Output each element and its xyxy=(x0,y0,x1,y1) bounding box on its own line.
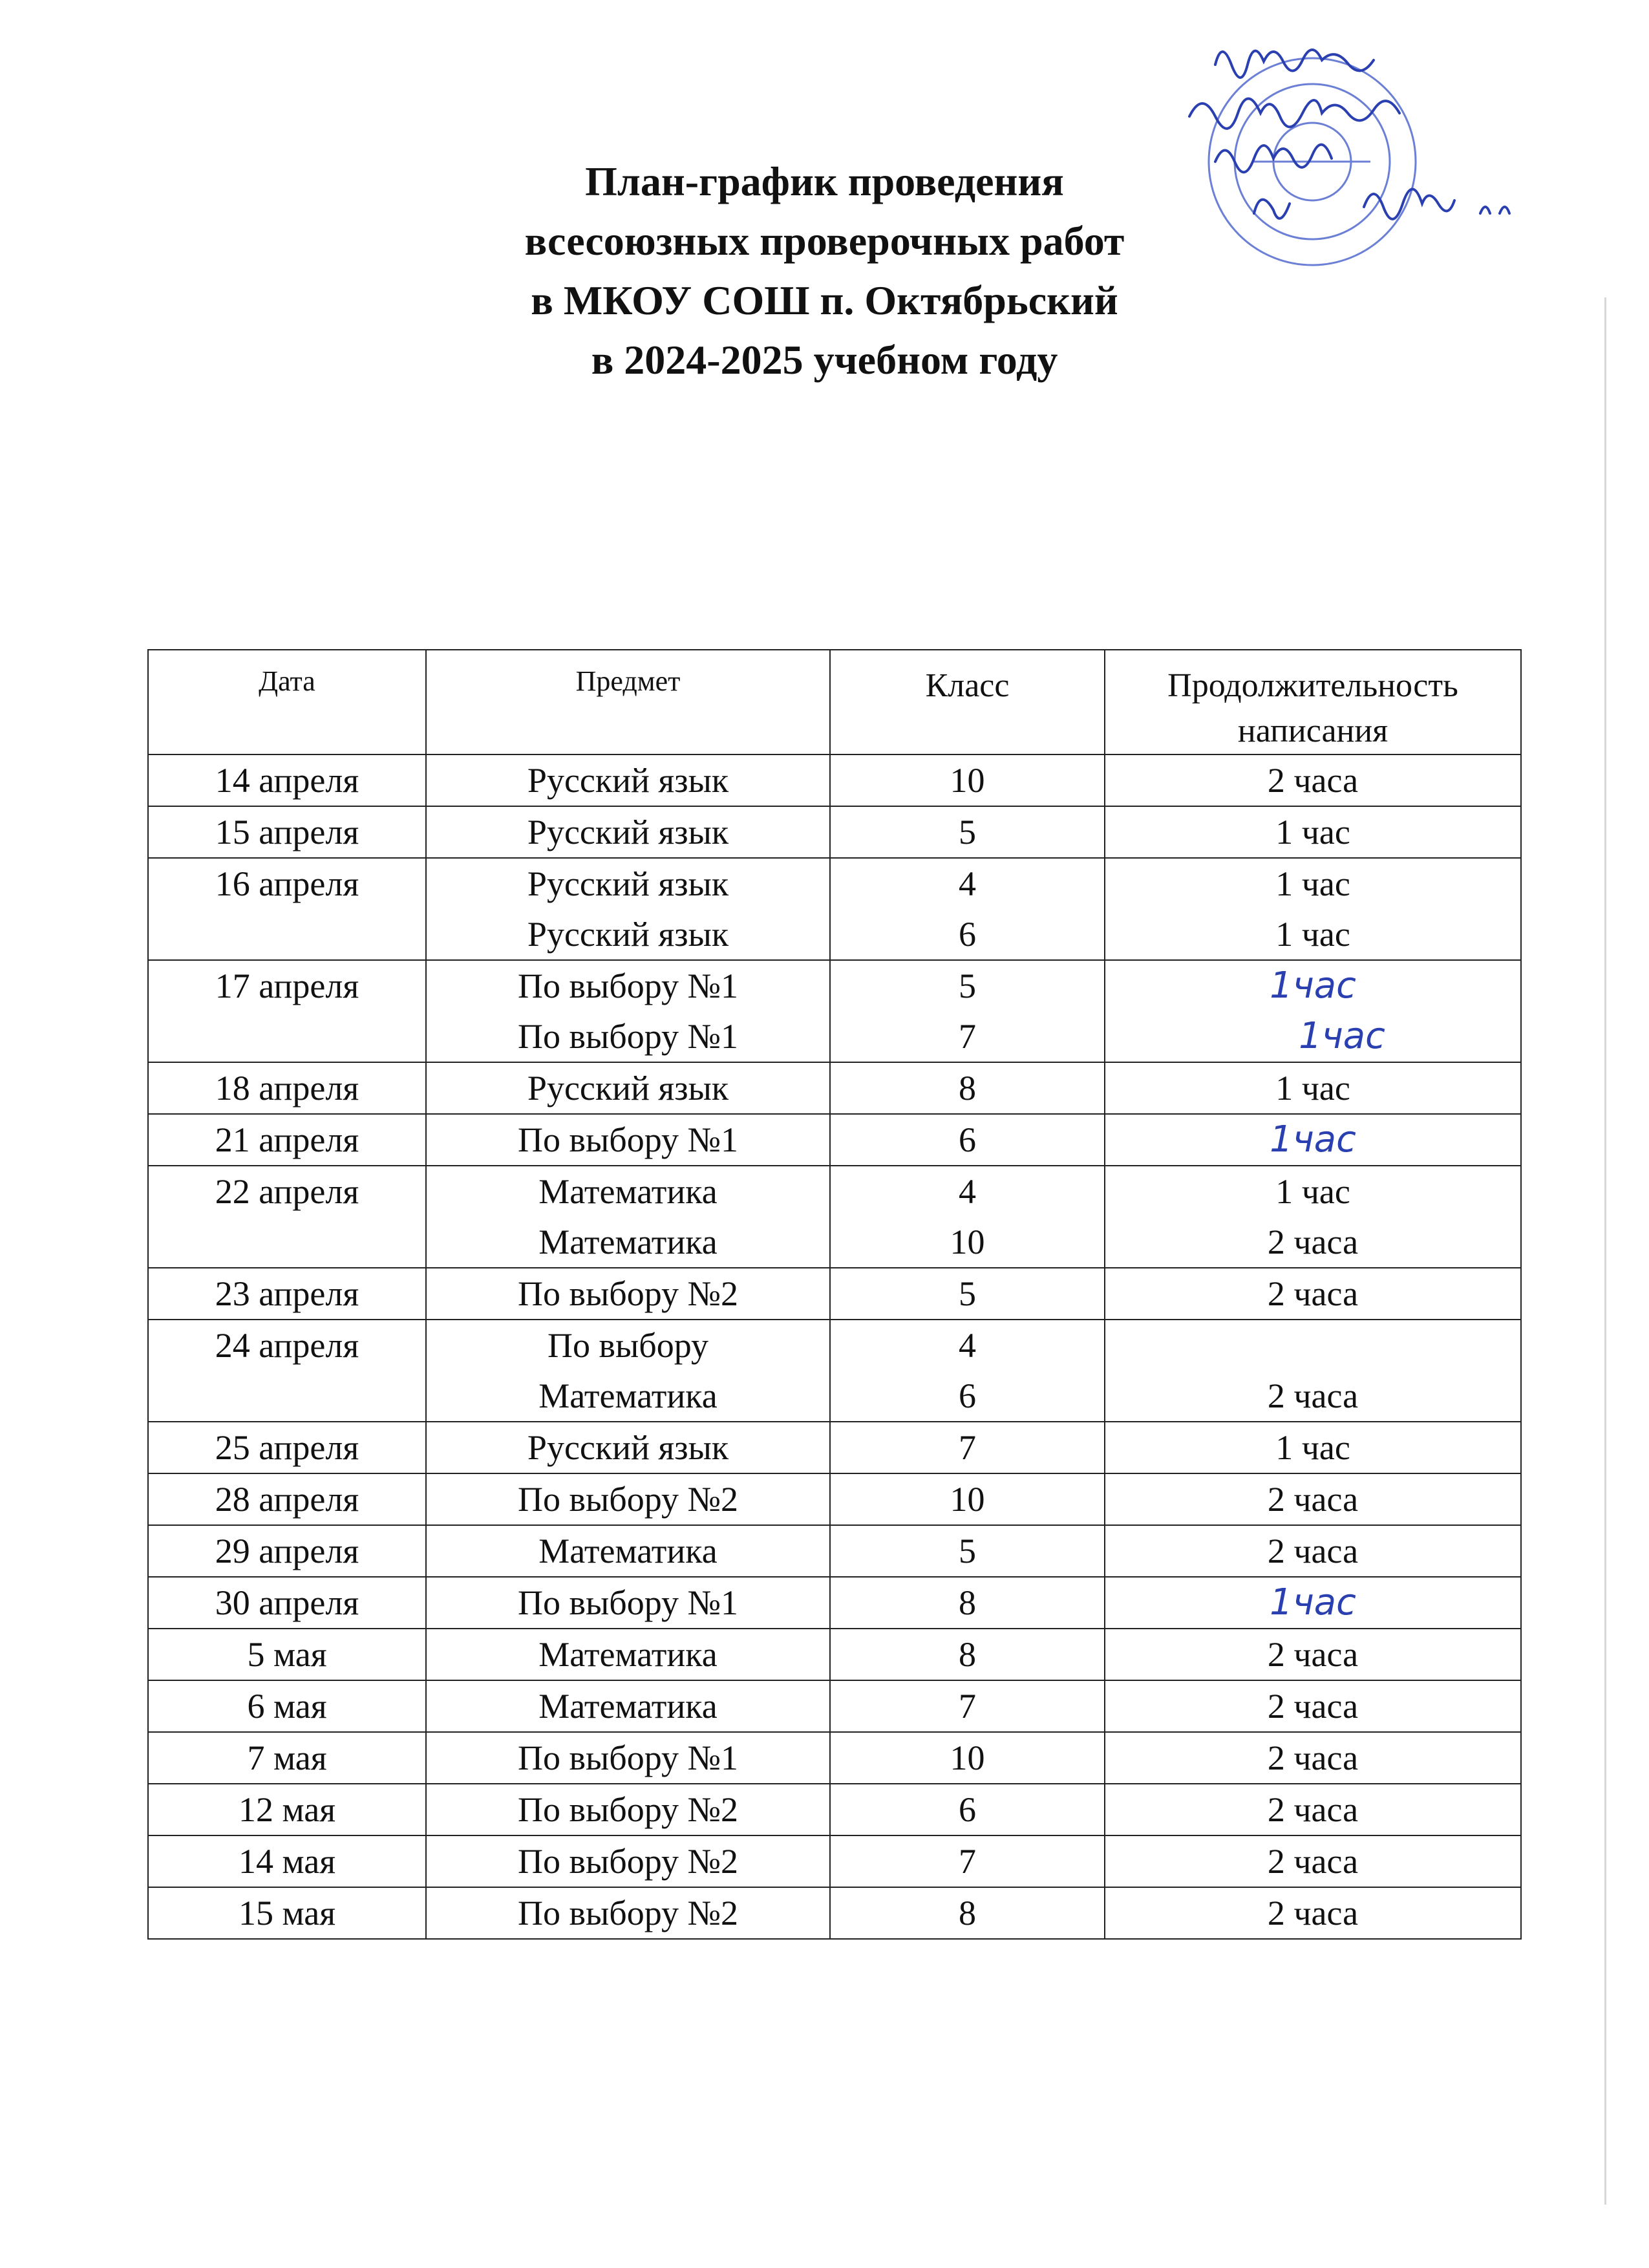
date-text: 7 мая xyxy=(247,1738,327,1777)
subject-text: Русский язык xyxy=(527,864,729,903)
cell-subject xyxy=(426,1114,830,1166)
cell-date xyxy=(148,1525,426,1577)
table-row xyxy=(148,1166,1521,1268)
duration-text: 1 час xyxy=(1275,1172,1350,1211)
cell-date xyxy=(148,1114,426,1166)
cell-subject xyxy=(426,1577,830,1629)
cell-duration xyxy=(1105,1320,1521,1422)
cell-subject xyxy=(426,1784,830,1835)
cell-subject xyxy=(426,1422,830,1473)
title-line-2: всесоюзных проверочных работ xyxy=(524,218,1125,264)
duration-text: 1час xyxy=(1299,1015,1385,1057)
title-line-3: в МКОУ СОШ п. Октябрьский xyxy=(531,277,1118,323)
duration-text: 2 часа xyxy=(1267,1790,1359,1829)
cell-grade xyxy=(830,1835,1105,1887)
cell-subject xyxy=(426,754,830,806)
subject-text: По выбору №2 xyxy=(517,1842,739,1881)
page-edge-shadow xyxy=(1604,297,1606,2205)
cell-duration xyxy=(1105,1525,1521,1577)
grade-text: 6 xyxy=(959,1120,976,1159)
subject-text: Математика xyxy=(538,1532,718,1570)
cell-duration xyxy=(1105,1629,1521,1680)
grade-text: 4 xyxy=(959,864,976,903)
table-row xyxy=(148,858,1521,960)
date-text: 15 мая xyxy=(238,1894,336,1932)
subject-text: По выбору №2 xyxy=(517,1894,739,1932)
grade-text: 10 xyxy=(950,761,985,800)
subject-text: Математика xyxy=(538,1223,718,1261)
table-row xyxy=(148,1784,1521,1835)
date-text: 23 апреля xyxy=(215,1274,359,1313)
date-text: 6 мая xyxy=(247,1687,327,1726)
duration-text: 1час xyxy=(1270,1581,1356,1623)
cell-duration xyxy=(1105,1114,1521,1166)
grade-text: 8 xyxy=(959,1894,976,1932)
table-row xyxy=(148,1062,1521,1114)
date-text: 5 мая xyxy=(247,1635,327,1674)
table-row xyxy=(148,1422,1521,1473)
cell-grade xyxy=(830,1887,1105,1939)
cell-grade xyxy=(830,806,1105,858)
subject-text: По выбору №1 xyxy=(517,1120,739,1159)
date-text: 21 апреля xyxy=(215,1120,359,1159)
grade-text: 5 xyxy=(959,1274,976,1313)
grade-text: 10 xyxy=(950,1223,985,1261)
duration-text: 1 час xyxy=(1275,1069,1350,1107)
vpr-schedule-table xyxy=(147,649,1522,1940)
cell-duration xyxy=(1105,806,1521,858)
table-row xyxy=(148,960,1521,1062)
cell-date xyxy=(148,1784,426,1835)
grade-text: 5 xyxy=(959,1532,976,1570)
grade-text: 8 xyxy=(959,1069,976,1107)
subject-text: Математика xyxy=(538,1635,718,1674)
title-line-1: План-график проведения xyxy=(585,158,1064,204)
subject-text: Русский язык xyxy=(527,915,729,954)
date-text: 22 апреля xyxy=(215,1172,359,1211)
date-text: 15 апреля xyxy=(215,813,359,851)
cell-subject xyxy=(426,1525,830,1577)
date-text: 30 апреля xyxy=(215,1583,359,1622)
duration-text: 2 часа xyxy=(1267,1842,1359,1881)
cell-grade xyxy=(830,1062,1105,1114)
grade-text: 6 xyxy=(959,915,976,954)
grade-text: 7 xyxy=(959,1017,976,1056)
header-date: Дата xyxy=(148,650,426,754)
subject-text: Математика xyxy=(538,1687,718,1726)
cell-date xyxy=(148,1887,426,1939)
cell-grade xyxy=(830,1166,1105,1268)
table-row xyxy=(148,1320,1521,1422)
cell-date xyxy=(148,1732,426,1784)
cell-duration xyxy=(1105,1473,1521,1525)
cell-grade xyxy=(830,1268,1105,1320)
subject-text: По выбору №1 xyxy=(517,967,739,1005)
cell-subject xyxy=(426,1629,830,1680)
cell-date xyxy=(148,1166,426,1268)
subject-text: По выбору №1 xyxy=(517,1738,739,1777)
duration-text: 1 час xyxy=(1275,864,1350,903)
cell-date xyxy=(148,1473,426,1525)
subject-text: Русский язык xyxy=(527,813,729,851)
grade-text: 4 xyxy=(959,1172,976,1211)
cell-subject xyxy=(426,1680,830,1732)
duration-text: 2 часа xyxy=(1267,1738,1359,1777)
cell-date xyxy=(148,1062,426,1114)
date-text: 28 апреля xyxy=(215,1480,359,1519)
cell-date xyxy=(148,1422,426,1473)
grade-text: 7 xyxy=(959,1842,976,1881)
cell-date xyxy=(148,806,426,858)
table-row xyxy=(148,1525,1521,1577)
cell-subject xyxy=(426,1887,830,1939)
table-row xyxy=(148,1114,1521,1166)
cell-grade xyxy=(830,1525,1105,1577)
duration-text: 1 час xyxy=(1275,813,1350,851)
table-row xyxy=(148,1680,1521,1732)
cell-grade xyxy=(830,1473,1105,1525)
cell-grade xyxy=(830,1114,1105,1166)
duration-text xyxy=(1105,1320,1520,1371)
cell-grade xyxy=(830,1320,1105,1422)
grade-text: 7 xyxy=(959,1687,976,1726)
cell-date xyxy=(148,1835,426,1887)
grade-text: 6 xyxy=(959,1790,976,1829)
cell-subject xyxy=(426,1473,830,1525)
subject-text: По выбору №2 xyxy=(517,1274,739,1313)
cell-grade xyxy=(830,1629,1105,1680)
cell-subject xyxy=(426,858,830,960)
cell-subject xyxy=(426,1732,830,1784)
cell-duration xyxy=(1105,1422,1521,1473)
subject-text: По выбору №2 xyxy=(517,1790,739,1829)
cell-date xyxy=(148,1680,426,1732)
cell-grade xyxy=(830,1422,1105,1473)
cell-date xyxy=(148,754,426,806)
date-text: 17 апреля xyxy=(215,967,359,1005)
document-title xyxy=(0,152,1649,390)
grade-text: 10 xyxy=(950,1738,985,1777)
cell-duration xyxy=(1105,960,1521,1062)
table-row xyxy=(148,806,1521,858)
date-text: 12 мая xyxy=(238,1790,336,1829)
subject-text: По выбору №2 xyxy=(517,1480,739,1519)
cell-subject xyxy=(426,806,830,858)
date-text: 14 мая xyxy=(238,1842,336,1881)
table-header-row xyxy=(148,650,1521,754)
date-text: 14 апреля xyxy=(215,761,359,800)
duration-text: 1час xyxy=(1270,1118,1356,1161)
duration-text: 2 часа xyxy=(1267,1480,1359,1519)
cell-date xyxy=(148,1320,426,1422)
cell-subject xyxy=(426,1062,830,1114)
cell-subject xyxy=(426,1268,830,1320)
cell-grade xyxy=(830,1577,1105,1629)
grade-text: 8 xyxy=(959,1635,976,1674)
grade-text: 4 xyxy=(959,1326,976,1365)
duration-text: 1 час xyxy=(1275,1428,1350,1467)
header-grade: Класс xyxy=(830,650,1105,754)
subject-text: Русский язык xyxy=(527,1428,729,1467)
cell-grade xyxy=(830,1680,1105,1732)
duration-text: 2 часа xyxy=(1267,1687,1359,1726)
grade-text: 6 xyxy=(959,1376,976,1415)
cell-duration xyxy=(1105,1887,1521,1939)
cell-grade xyxy=(830,960,1105,1062)
grade-text: 5 xyxy=(959,967,976,1005)
duration-text: 2 часа xyxy=(1267,1635,1359,1674)
date-text: 24 апреля xyxy=(215,1326,359,1365)
subject-text: Русский язык xyxy=(527,1069,729,1107)
subject-text: По выбору №1 xyxy=(517,1583,739,1622)
cell-duration xyxy=(1105,1732,1521,1784)
cell-duration xyxy=(1105,1680,1521,1732)
duration-text: 2 часа xyxy=(1267,1223,1359,1261)
subject-text: Русский язык xyxy=(527,761,729,800)
grade-text: 8 xyxy=(959,1583,976,1622)
date-text: 29 апреля xyxy=(215,1532,359,1570)
table-row xyxy=(148,1629,1521,1680)
cell-date xyxy=(148,1629,426,1680)
cell-subject xyxy=(426,1320,830,1422)
date-text: 25 апреля xyxy=(215,1428,359,1467)
cell-grade xyxy=(830,754,1105,806)
subject-text: Математика xyxy=(538,1172,718,1211)
subject-text: По выбору xyxy=(547,1326,709,1365)
table-body xyxy=(148,754,1521,1939)
cell-duration xyxy=(1105,754,1521,806)
cell-duration xyxy=(1105,1784,1521,1835)
table-row xyxy=(148,1473,1521,1525)
duration-text: 2 часа xyxy=(1267,1274,1359,1313)
cell-duration xyxy=(1105,1577,1521,1629)
grade-text: 5 xyxy=(959,813,976,851)
cell-grade xyxy=(830,1732,1105,1784)
cell-duration xyxy=(1105,1268,1521,1320)
grade-text: 7 xyxy=(959,1428,976,1467)
duration-text: 1 час xyxy=(1275,915,1350,954)
table-row xyxy=(148,1835,1521,1887)
duration-text: 2 часа xyxy=(1267,1894,1359,1932)
table-row xyxy=(148,1732,1521,1784)
cell-duration xyxy=(1105,858,1521,960)
cell-subject xyxy=(426,1166,830,1268)
duration-text: 1час xyxy=(1270,965,1356,1007)
grade-text: 10 xyxy=(950,1480,985,1519)
table-row xyxy=(148,754,1521,806)
subject-text: Математика xyxy=(538,1376,718,1415)
cell-duration xyxy=(1105,1835,1521,1887)
cell-subject xyxy=(426,1835,830,1887)
cell-date xyxy=(148,858,426,960)
date-text: 18 апреля xyxy=(215,1069,359,1107)
cell-duration xyxy=(1105,1062,1521,1114)
duration-text: 2 часа xyxy=(1267,761,1359,800)
cell-subject xyxy=(426,960,830,1062)
cell-date xyxy=(148,1268,426,1320)
cell-duration xyxy=(1105,1166,1521,1268)
table-row xyxy=(148,1577,1521,1629)
date-text: 16 апреля xyxy=(215,864,359,903)
table-row xyxy=(148,1887,1521,1939)
cell-grade xyxy=(830,1784,1105,1835)
cell-date xyxy=(148,1577,426,1629)
cell-date xyxy=(148,960,426,1062)
header-duration: Продолжительность написания xyxy=(1105,650,1521,754)
subject-text: По выбору №1 xyxy=(517,1017,739,1056)
table-row xyxy=(148,1268,1521,1320)
header-subject: Предмет xyxy=(426,650,830,754)
duration-text: 2 часа xyxy=(1267,1376,1359,1415)
cell-grade xyxy=(830,858,1105,960)
duration-text: 2 часа xyxy=(1267,1532,1359,1570)
title-line-4: в 2024-2025 учебном году xyxy=(591,337,1058,383)
